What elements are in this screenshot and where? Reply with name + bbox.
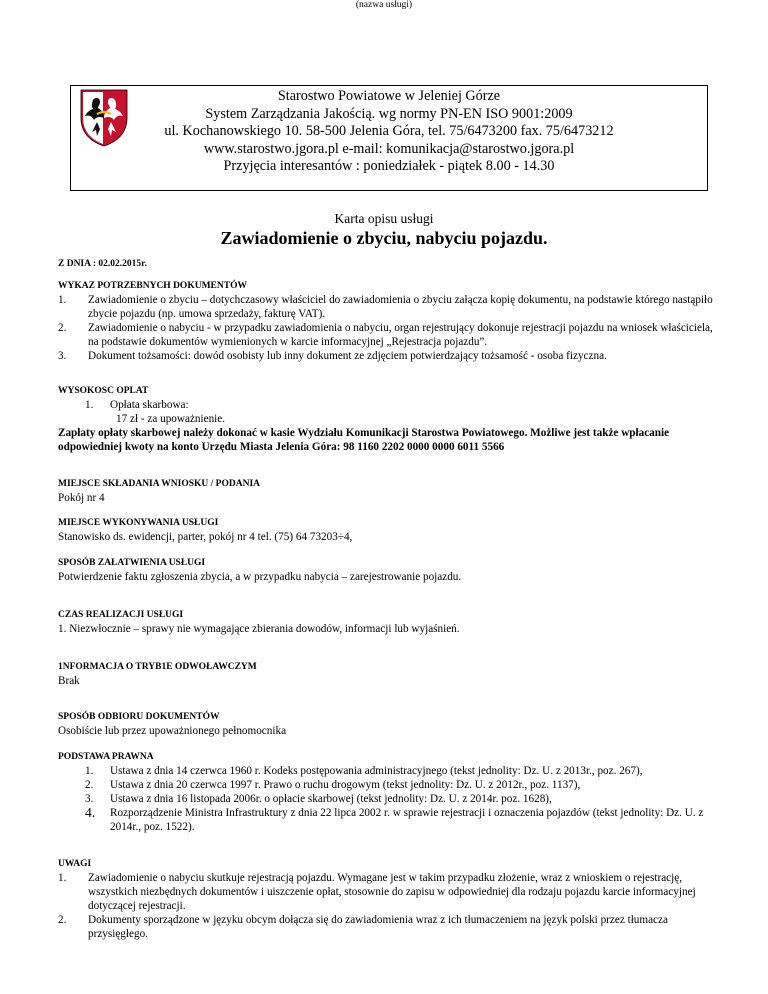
pickup-section	[58, 711, 718, 738]
list-item: 1. Ustawa z dnia 14 czerwca 1960 r. Kodeks postępowania administracyjnego (tekst jednolity: Dz. U. z 2013r., poz. 267),	[85, 765, 643, 777]
appeal-heading: 1NFORMACJA O TRYB1E ODWOŁAWCZYM	[58, 662, 257, 672]
legal-section	[58, 751, 718, 834]
time-text: 1. Niezwłocznie – sprawy nie wymagające zbierania dowodów, informacji lub wyjaśnień.	[58, 623, 460, 635]
list-item: 2. Dokumenty sporządzone w języku obcym dołącza się do zawiadomienia wraz z ich tłumaczeniem na język polski przez tłumacza przysięgłego.	[58, 914, 668, 940]
list-item: 1. Zawiadomienie o zbyciu – dotychczasowy właściciel do zawiadomienia o zbyciu załącza kopię dokumentu, na podstawie którego nastąpiło zbycie pojazdu (np. umowa sprzedaży, fakturę VAT).	[58, 294, 713, 320]
legal-heading: PODSTAWA PRAWNA	[58, 752, 154, 762]
place-submit-heading: MIEJSCE SKŁADANIA WNIOSKU / PODANIA	[58, 479, 260, 489]
list-item: 2. Zawiadomienie o nabyciu - w przypadku zawiadomienia o nabyciu, organ rejestrujący dokonuje rejestracji pojazdu na wniosek właściciela, na podstawie dokumentów wymienionych w karcie informacyjnej „Rejestracja pojazdu”.	[58, 322, 713, 348]
service-title: Zawiadomienie o zbyciu, nabyciu pojazdu.	[220, 228, 548, 248]
service-note: (nazwa usługi)	[355, 0, 413, 10]
remarks-section	[58, 858, 718, 941]
fees-heading: WYSOKOSC OPLAT	[58, 386, 149, 396]
header-text	[70, 88, 708, 176]
payment-note: Zapłaty opłaty skarbowej należy dokonać w kasie Wydziału Komunikacji Starostwa Powiatowego. Możliwe jest także wpłacanie odpowiedniej kwoty na konto Urzędu Miasta Jelenia Góra: 98 1160 2202 0000 0000 6011 5566	[58, 427, 670, 453]
appeal-text: Brak	[58, 675, 80, 687]
place-service-text: Stanowisko ds. ewidencji, parter, pokój nr 4 tel. (75) 64 73203÷4,	[58, 531, 353, 543]
office-name: Starostwo Powiatowe w Jeleniej Górze	[277, 88, 501, 104]
place-service-heading: MIEJSCE WYKONYWANIA USŁUGI	[58, 518, 219, 528]
place-submit-text: Pokój nr 4	[58, 492, 105, 504]
office-hours: Przyjęcia interesantów : poniedziałek - piątek 8.00 - 14.30	[223, 158, 555, 174]
list-item: 4. Rozporządzenie Ministra Infrastruktury z dnia 22 lipca 2002 r. w sprawie rejestracji i oznaczenia pojazdów (tekst jednolity: Dz. U. z 2014r., poz. 1522).	[85, 805, 704, 833]
office-web-email: www.starostwo.jgora.pl e-mail: komunikacja@starostwo.jgora.pl	[203, 140, 575, 157]
handling-section	[58, 557, 498, 584]
list-item: 3. Dokument tożsamości: dowód osobisty lub inny dokument ze zdjęciem potwierdzający tożsamość - osoba fizyczna.	[58, 350, 607, 362]
fee-amount: 17 zł - za upoważnienie.	[116, 413, 226, 425]
list-item: 1. Zawiadomienie o nabyciu skutkuje rejestracją pojazdu. Wymagane jest w takim przypadku złożenie, wraz z wnioskiem o rejestrację, wszystkich niezbędnych dokumentów i uiszczenie opłat, stosownie do zapisu w odpowiedniej dla rodzaju pojazdu karcie informacyjnej dotyczącej rejestracji.	[58, 872, 696, 912]
fees-section	[58, 385, 718, 454]
documents-section	[58, 280, 718, 363]
pickup-heading: SPOSÓB ODBIORU DOKUMENTÓW	[58, 712, 220, 722]
documents-heading: WYKAZ POTRZEBNYCH DOKUMENTÓW	[58, 281, 247, 291]
pickup-text: Osobiście lub przez upoważnionego pełnomocnika	[58, 725, 287, 737]
place-submit-section	[58, 478, 718, 505]
fee-item: 1. Opłata skarbowa:	[85, 399, 189, 411]
time-section	[58, 609, 718, 636]
office-address: ul. Kochanowskiego 10. 58-500 Jelenia Góra, tel. 75/6473200 fax. 75/6473212	[164, 123, 614, 139]
handling-text: Potwierdzenie faktu zgłoszenia zbycia, a w przypadku nabycia – zarejestrowanie pojazdu.	[58, 571, 462, 583]
handling-heading: SPOSÓB ZAŁATWIENIA USŁUGI	[58, 558, 206, 568]
place-service-section	[58, 517, 718, 544]
list-item: 3. Ustawa z dnia 16 listopada 2006r. o opłacie skarbowej (tekst jednolity: Dz. U. z 2014r. poz. 1628),	[85, 793, 552, 805]
remarks-heading: UWAGI	[58, 859, 92, 869]
card-label: Karta opisu usługi	[334, 211, 434, 226]
date-line: Z DNIA : 02.02.2015r.	[58, 259, 147, 269]
appeal-section	[58, 661, 718, 688]
quality-system: System Zarządzania Jakością. wg normy PN-EN ISO 9001:2009	[205, 105, 573, 122]
list-item: 2. Ustawa z dnia 20 czerwca 1997 r. Prawo o ruchu drogowym (tekst jednolity: Dz. U. z 2012r., poz. 1137),	[85, 779, 581, 791]
time-heading: CZAS REALIZACJI USŁUGI	[58, 610, 184, 620]
